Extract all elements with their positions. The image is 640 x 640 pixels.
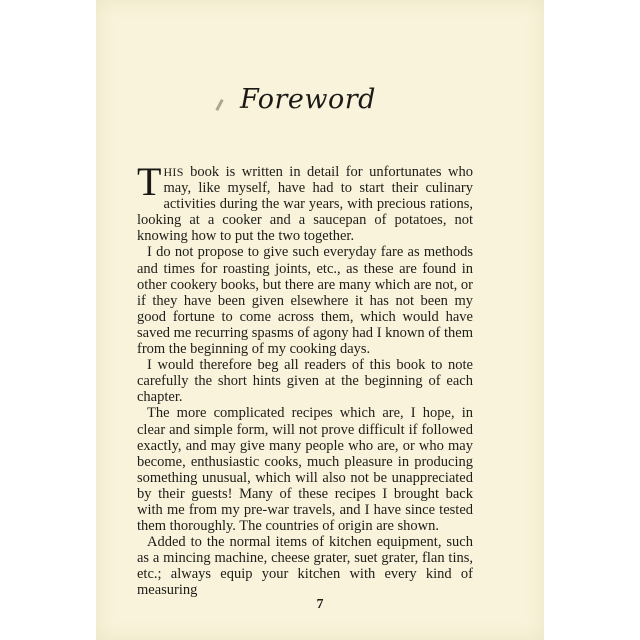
paragraph-3: I would therefore beg all readers of this book to note carefully the short hints given at the beginning of each chapter.: [137, 357, 473, 406]
paragraph-1-lead: HIS: [163, 165, 184, 179]
paragraph-2: I do not propose to give such everyday fare as methods and times for roasting joints, etc., as these are found in other cookery books, but there are many which are not, or if they have been given elsewhere it has not been my good fortune to come across them, which would have saved me recurring spasms of agony had I known of them from the beginning of my cooking days.: [137, 244, 473, 358]
page-number: 7: [316, 597, 324, 612]
paragraph-5: Added to the normal items of kitchen equipment, such as a mincing machine, cheese grater, suet grater, flan tins, etc.; always equip your kitchen with every kind of measuring: [137, 534, 473, 599]
paragraph-4: The more complicated recipes which are, I hope, in clear and simple form, will not prove difficult if followed exactly, and may give many people who are, or who may become, enthusiastic cooks, much pleasure in producing something unusual, which will also not be unappreciated by their guests! Many of these recipes I brought back with me from my pre-war travels, and I have since tested them thoroughly. The countries of origin are shown.: [137, 405, 473, 535]
paragraph-1: [137, 159, 473, 245]
foreword-body: [137, 159, 473, 599]
paragraph-1-text: book is written in detail for unfortunates who may, like myself, have had to start their culinary activities during the war years, with precious rations, looking at a cooker and a saucepan of potatoes, not knowing how to put the two together.: [137, 164, 473, 245]
page-title: Foreword: [240, 84, 376, 115]
drop-cap: T: [137, 159, 162, 204]
